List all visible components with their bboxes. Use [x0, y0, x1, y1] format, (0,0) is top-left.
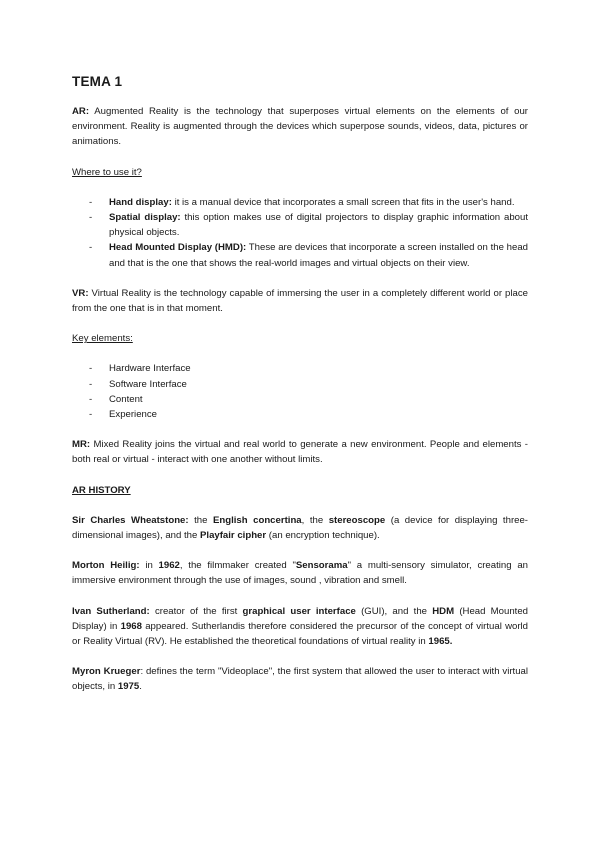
- sutherland-paragraph: [72, 604, 528, 650]
- document-page: [72, 74, 528, 710]
- bold-term: 1968: [120, 620, 142, 632]
- item-text: Software Interface: [109, 378, 187, 390]
- item-label: Spatial display:: [109, 212, 181, 224]
- key-heading: [72, 331, 528, 346]
- text-run: in: [139, 560, 159, 572]
- list-item: [72, 240, 528, 270]
- item-text: Content: [109, 393, 143, 405]
- bold-term: stereoscope: [328, 514, 386, 526]
- text-run: , the: [301, 514, 329, 526]
- bold-term: HDM: [432, 605, 455, 617]
- bold-term: 1975: [117, 681, 140, 693]
- list-item: [72, 377, 528, 392]
- person-name: Ivan Sutherland:: [72, 605, 150, 617]
- text-run: " a multi-sensory simulator, creating an immersive environment through the use of images, sound , vibration and smell.: [72, 560, 528, 587]
- vr-label: VR:: [72, 287, 89, 299]
- text-run: creator of the first: [149, 605, 243, 617]
- dash-mark: -: [89, 242, 93, 254]
- mr-label: MR:: [72, 439, 91, 451]
- person-name: Sir Charles Wheatstone:: [72, 514, 189, 526]
- vr-definition: [72, 286, 528, 316]
- item-label: Hand display:: [109, 196, 172, 208]
- list-item: [72, 392, 528, 407]
- text-run: : defines the term "Videoplace", the first system that allowed the user to interact with virtual objects, in: [72, 666, 528, 693]
- mr-text: Mixed Reality joins the virtual and real world to generate a new environment. People and elements - both real or virtual - interact with one another without limits.: [72, 439, 528, 466]
- item-text: Hardware Interface: [109, 363, 191, 375]
- page-title: TEMA 1: [72, 74, 123, 89]
- bold-term: English concertina: [212, 514, 302, 526]
- bold-term: Playfair cipher: [200, 530, 267, 542]
- item-label: Head Mounted Display (HMD):: [109, 242, 247, 254]
- dash-mark: -: [89, 393, 93, 405]
- dash-mark: -: [89, 378, 93, 390]
- list-item: [72, 195, 528, 210]
- list-item: [72, 210, 528, 240]
- history-heading: AR HISTORY: [72, 484, 131, 496]
- text-run: (a device for displaying three-dimensional images), and the: [72, 514, 528, 542]
- where-heading: [72, 165, 528, 180]
- dash-mark: -: [89, 196, 93, 208]
- bold-term: 1965.: [428, 636, 453, 648]
- ar-definition: [72, 104, 528, 150]
- dash-mark: -: [89, 363, 93, 375]
- text-run: the: [188, 514, 213, 526]
- text-run: (an encryption technique).: [266, 530, 380, 542]
- text-run: , the filmmaker created ": [179, 560, 296, 572]
- dash-mark: -: [89, 409, 93, 421]
- text-run: (Head Mounted Display) in: [72, 605, 529, 632]
- bold-term: 1962: [158, 560, 180, 572]
- bold-term: graphical user interface: [242, 605, 356, 617]
- key-heading-text: Key elements:: [72, 333, 133, 345]
- text-run: appeared. Sutherlandis therefore considered the precursor of the concept of virtual world or Reality Virtual (RV). He established the theoretical foundations of virtual reality in: [72, 620, 528, 648]
- list-item: [72, 361, 528, 376]
- vr-text: Virtual Reality is the technology capable of immersing the user in a completely different world or place from the one that is in that moment.: [72, 287, 528, 315]
- bold-term: Sensorama: [295, 560, 348, 572]
- where-list: [72, 195, 528, 271]
- item-text: this option makes use of digital projectors to display graphic information about physical objects.: [109, 212, 529, 239]
- ar-text: Augmented Reality is the technology that superposes virtual elements on the elements of our environment. Reality is augmented through the devices which superpose sounds, videos, data, pictures or animations.: [72, 106, 528, 148]
- list-item: [72, 407, 528, 422]
- item-text: Experience: [109, 409, 157, 421]
- item-text: it is a manual device that incorporates a small screen that fits in the user's hand.: [171, 196, 515, 208]
- where-heading-text: Where to use it?: [72, 166, 142, 178]
- person-name: Morton Heilig:: [72, 560, 140, 572]
- item-text: These are devices that incorporate a screen installed on the head and that is the one that shows the real-world images and virtual objects on their view.: [109, 242, 529, 269]
- ar-label: AR:: [72, 106, 90, 117]
- mr-definition: [72, 437, 528, 467]
- key-list: [72, 361, 528, 422]
- heilig-paragraph: [72, 558, 528, 588]
- text-run: .: [139, 681, 142, 693]
- dash-mark: -: [89, 212, 93, 224]
- text-run: (GUI), and the: [355, 605, 433, 617]
- person-name: Myron Krueger: [72, 666, 141, 678]
- krueger-paragraph: [72, 664, 528, 694]
- wheatstone-paragraph: [72, 513, 528, 543]
